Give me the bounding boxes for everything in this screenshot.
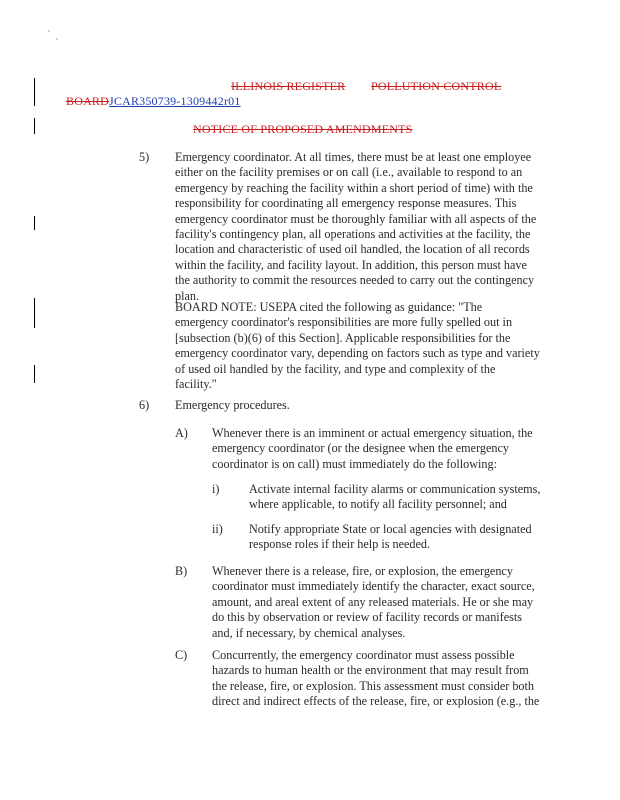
agency-title: POLLUTION CONTROL xyxy=(371,79,502,93)
board-doc-id xyxy=(66,94,241,109)
text-line: Activate internal facility alarms or communication systems, xyxy=(249,482,541,496)
text-line: emergency coordinator must be thoroughly familiar with all aspects of the xyxy=(175,211,537,226)
text-line: location and characteristic of used oil handled, the location of all records xyxy=(175,242,530,257)
text-line: do this by observation or review of facility records or manifests xyxy=(212,610,523,625)
text-line: [subsection (b)(6) of this Section]. Applicable responsibilities for the xyxy=(175,330,511,345)
text-line: the authority to commit the resources needed to carry out the contingency xyxy=(175,273,535,288)
text-line: facility's contingency plan, all operations and activities at the facility, the xyxy=(175,227,531,242)
text-line: facility." xyxy=(175,377,217,392)
text-line: Emergency coordinator. At all times, there must be at least one employee xyxy=(175,150,532,164)
item-number-5: 5) xyxy=(139,150,150,164)
scan-speck xyxy=(48,30,50,32)
text-line: plan. xyxy=(175,288,200,303)
text-line: Whenever there is an imminent or actual emergency situation, the xyxy=(212,426,533,440)
text-line: Whenever there is a release, fire, or explosion, the emergency xyxy=(212,564,513,578)
text-line: the release, fire, or explosion. This assessment must consider both xyxy=(212,678,534,693)
subitem-b-text xyxy=(212,564,535,641)
text-line: Notify appropriate State or local agencies with designated xyxy=(249,522,532,536)
text-line: either on the facility premises or on call (i.e., available to respond to an xyxy=(175,165,523,180)
subitem-ii-text xyxy=(249,522,532,553)
text-line: emergency coordinator's responsibilities are more fully spelled out in xyxy=(175,315,513,330)
text-line: responsibility for coordinating all emergency response measures. This xyxy=(175,196,517,211)
item-5-paragraph xyxy=(175,150,536,304)
text-line: emergency coordinator vary, depending on factors such as type and variety xyxy=(175,346,540,361)
subitem-c-text xyxy=(212,648,539,710)
board-note xyxy=(175,300,540,392)
text-line: coordinator must immediately identify the character, exact source, xyxy=(212,579,535,594)
subitem-label-a: A) xyxy=(175,426,188,440)
change-bar xyxy=(34,118,35,134)
text-line: emergency coordinator (or the designee when the emergency xyxy=(212,441,510,456)
text-line: emergency by reaching the facility within a short period of time) with the xyxy=(175,180,533,195)
notice-title: NOTICE OF PROPOSED AMENDMENTS xyxy=(193,122,413,136)
scan-speck xyxy=(56,38,58,40)
text-line: within the facility, and facility layout. In addition, this person must have xyxy=(175,257,527,272)
item-number-6: 6) xyxy=(139,398,150,412)
subitem-label-b: B) xyxy=(175,564,188,578)
text-line: amount, and areal extent of any released materials. He or she may xyxy=(212,594,534,609)
subitem-label-i: i) xyxy=(212,482,220,496)
register-title: ILLINOIS REGISTER xyxy=(231,79,346,93)
subitem-i-text xyxy=(249,482,540,513)
subitem-label-c: C) xyxy=(175,648,188,662)
board-struck: BOARD xyxy=(66,94,110,108)
change-bar xyxy=(34,298,35,328)
text-line: response roles if their help is needed. xyxy=(249,537,431,552)
text-line: BOARD NOTE: USEPA cited the following as guidance: "The xyxy=(175,300,483,314)
text-line: coordinator is on call) must immediately do the following: xyxy=(212,456,497,471)
text-line: hazards to human health or the environment that may result from xyxy=(212,663,529,678)
item-6-title: Emergency procedures. xyxy=(175,398,290,412)
text-line: Concurrently, the emergency coordinator must assess possible xyxy=(212,648,515,662)
change-bar xyxy=(34,216,35,230)
doc-id: JCAR350739-1309442r01 xyxy=(109,94,241,108)
subitem-label-ii: ii) xyxy=(212,522,223,536)
subitem-a-text xyxy=(212,426,533,472)
change-bar xyxy=(34,78,35,106)
change-bar xyxy=(34,365,35,383)
text-line: where applicable, to notify all facility personnel; and xyxy=(249,497,507,512)
text-line: and, if necessary, by chemical analyses. xyxy=(212,625,406,640)
text-line: of used oil handled by the facility, and type and complexity of the xyxy=(175,361,496,376)
text-line: direct and indirect effects of the release, fire, or explosion (e.g., the xyxy=(212,694,540,709)
